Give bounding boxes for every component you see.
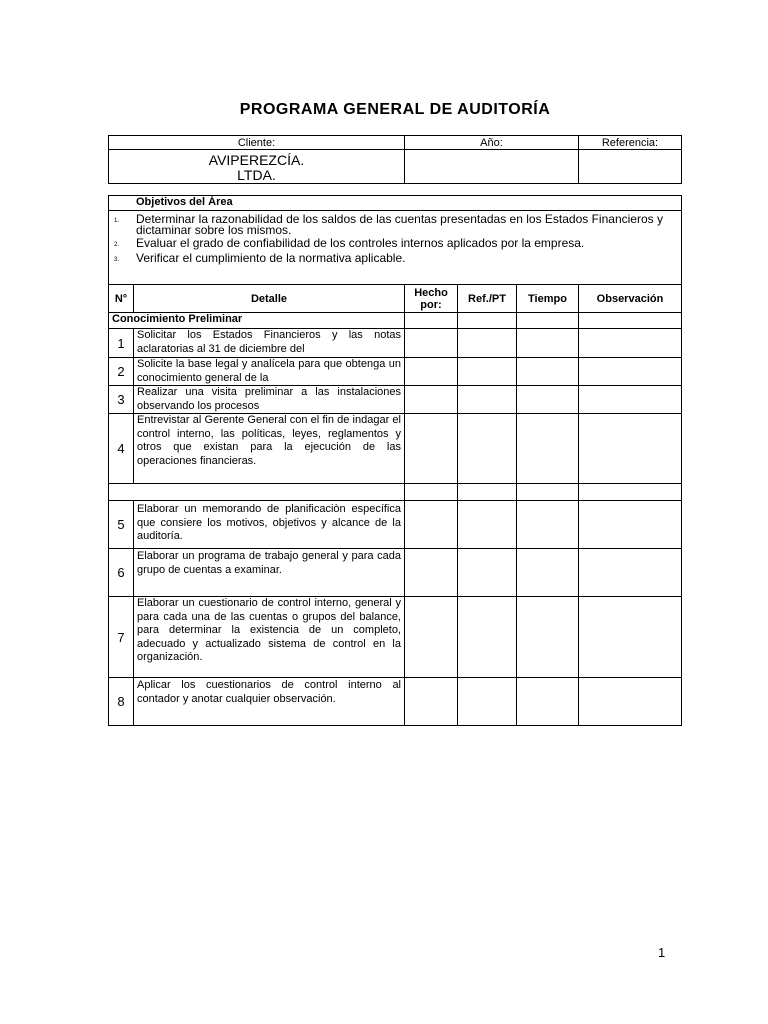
row-number: 6 [117, 565, 125, 580]
col-header-hecho-line1: Hecho [414, 286, 448, 299]
row-number: 4 [117, 441, 125, 456]
document-title: PROGRAMA GENERAL DE AUDITORÍA [239, 101, 551, 118]
objetivo-num: 1. [114, 218, 120, 224]
header-table [108, 135, 682, 184]
program-table [108, 284, 682, 726]
objetivo-text: Determinar la razonabilidad de los saldos de las cuentas presentadas en los Estados Financieros y dictaminar sobre los mismos. [136, 212, 663, 237]
row-detail: Aplicar los cuestionarios de control interno al contador y anotar cualquier observación. [137, 679, 401, 705]
row-detail: Solicite la base legal y analícela para que obtenga un conocimiento general de la [137, 358, 401, 384]
cliente-value-line2: LTDA. [237, 167, 276, 183]
section-title: Conocimiento Preliminar [112, 313, 243, 325]
page-number: 1 [658, 945, 666, 960]
col-header-num: N° [114, 292, 128, 305]
anio-label: Año: [480, 137, 503, 149]
row-detail: Elaborar un programa de trabajo general y para cada grupo de cuentas a examinar. [137, 550, 401, 576]
objetivo-num: 2. [114, 242, 120, 248]
row-number: 7 [117, 629, 125, 645]
col-header-hecho [405, 285, 457, 312]
row-detail: Elaborar un cuestionario de control interno, general y para cada una de las cuentas o grupos del balance, para determinar la existencia de un completo, adecuado y actualizado sistema de control en la organización. [137, 597, 401, 663]
cliente-value [109, 153, 404, 183]
row-number: 8 [117, 694, 125, 709]
objetivo-item-2 [114, 238, 679, 250]
objetivos-title: Objetivos del Área [136, 196, 233, 208]
row-number: 5 [117, 517, 125, 532]
objetivo-item-3 [114, 253, 679, 265]
objetivo-item-1 [114, 214, 679, 236]
row-number: 1 [117, 335, 125, 351]
row-detail: Entrevistar al Gerente General con el fin de indagar el control interno, las políticas, leyes, reglamentos y otros que existan para la ejecución de las operaciones financieras. [137, 414, 401, 467]
objetivo-text: Verificar el cumplimiento de la normativa aplicable. [136, 251, 406, 265]
referencia-label: Referencia: [601, 137, 659, 149]
row-number: 2 [117, 364, 125, 379]
objetivo-num: 3. [114, 257, 120, 263]
col-header-observacion: Observación [596, 292, 664, 305]
row-detail: Realizar una visita preliminar a las instalaciones observando los procesos [137, 386, 401, 412]
row-detail: Solicitar los Estados Financieros y las notas aclaratorias al 31 de diciembre del [137, 329, 401, 355]
col-header-hecho-line2: por: [420, 298, 442, 311]
col-header-tiempo: Tiempo [528, 292, 567, 305]
col-header-ref: Ref./PT [468, 292, 506, 305]
cliente-value-line1: AVIPEREZCÍA. [208, 152, 305, 168]
cliente-label: Cliente: [237, 137, 276, 149]
row-number: 3 [117, 392, 125, 407]
objetivo-text: Evaluar el grado de confiabilidad de los controles internos aplicados por la empresa. [136, 236, 585, 250]
col-header-detalle: Detalle [250, 292, 288, 305]
row-detail: Elaborar un memorando de planificaciòn específica que consiere los motivos, objetivos y alcance de la auditoría. [137, 503, 401, 542]
